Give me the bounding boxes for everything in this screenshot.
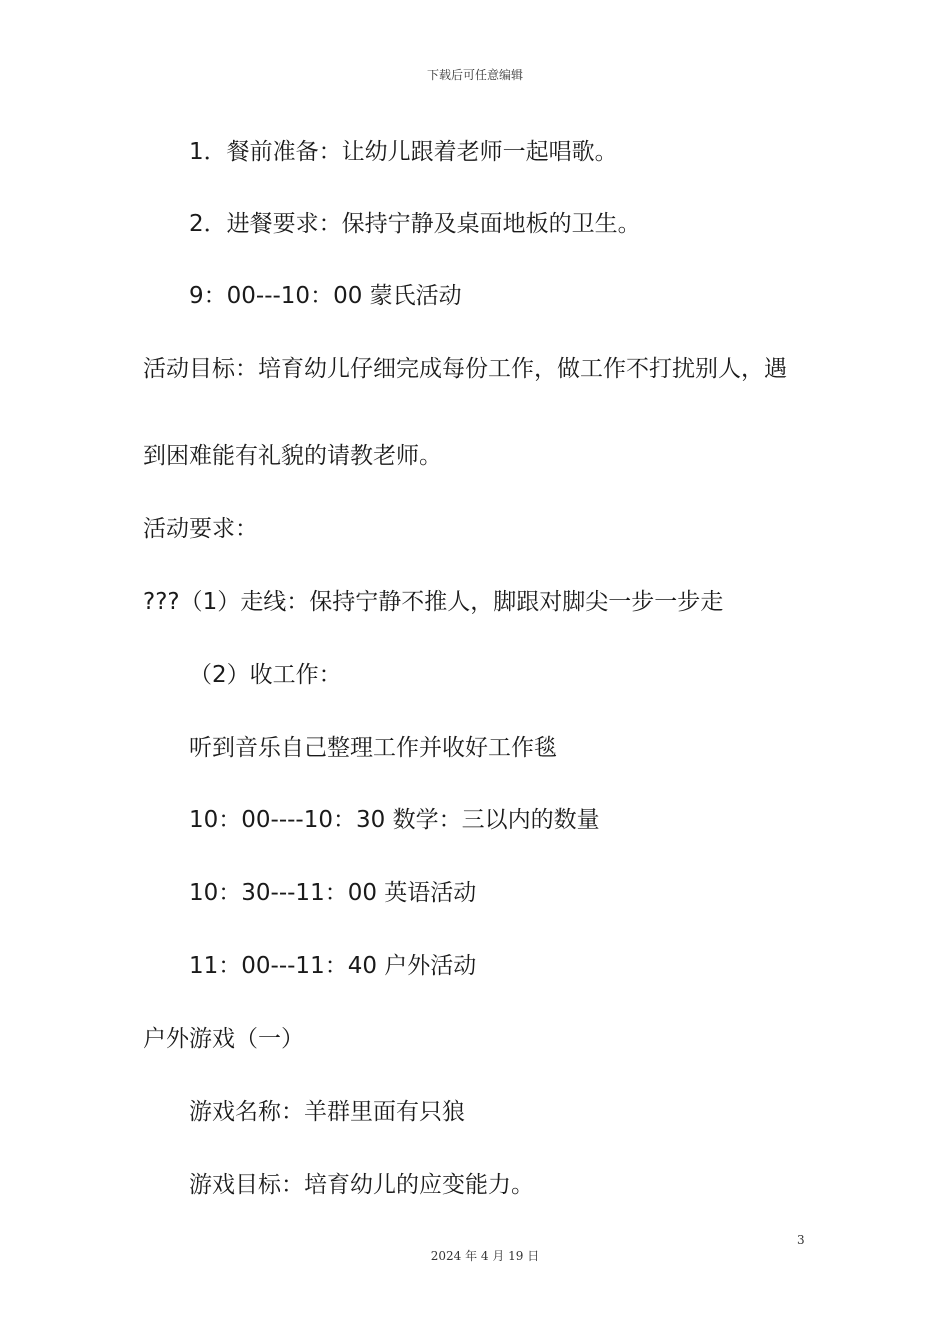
text-line-put-away-work: （2）收工作：: [189, 662, 342, 688]
footer-date: 2024 年 4 月 19 日: [430, 1249, 540, 1263]
text-line-montessori-time: 9：00---10：00 蒙氏活动: [189, 283, 462, 309]
text-line-game-name: 游戏名称：羊群里面有只狼: [189, 1099, 465, 1125]
text-line-line-walking: ???（1）走线：保持宁静不推人，脚跟对脚尖一步一步走: [143, 589, 724, 615]
text-line-activity-goal-continued: 到困难能有礼貌的请教老师。: [143, 443, 442, 469]
page-number: 3: [797, 1233, 805, 1247]
text-line-music-tidy: 听到音乐自己整理工作并收好工作毯: [189, 735, 557, 761]
text-line-meal-prep: 1．餐前准备：让幼儿跟着老师一起唱歌。: [189, 139, 618, 165]
text-line-outdoor-time: 11：00---11：40 户外活动: [189, 953, 477, 979]
text-line-dining-rules: 2．进餐要求：保持宁静及桌面地板的卫生。: [189, 211, 641, 237]
text-line-game-goal: 游戏目标：培育幼儿的应变能力。: [189, 1172, 534, 1198]
text-line-activity-requirements: 活动要求：: [143, 516, 258, 542]
text-line-activity-goal: 活动目标：培育幼儿仔细完成每份工作，做工作不打扰别人，遇: [143, 356, 787, 382]
text-line-outdoor-game-heading: 户外游戏（一）: [143, 1026, 304, 1052]
page-header: 下载后可任意编辑: [426, 68, 523, 82]
text-line-math-time: 10：00----10：30 数学：三以内的数量: [189, 807, 600, 833]
text-line-english-time: 10：30---11：00 英语活动: [189, 880, 477, 906]
